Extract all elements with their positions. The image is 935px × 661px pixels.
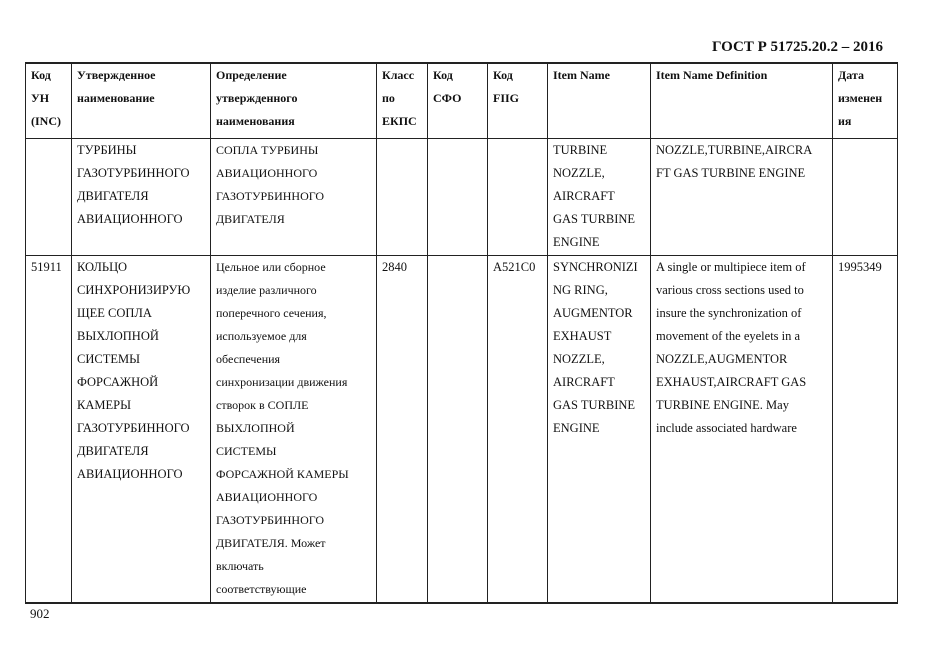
column-header-code-fiig: Код FIIG bbox=[488, 63, 548, 138]
column-header-item-name-definition: Item Name Definition bbox=[651, 63, 833, 138]
cell-approved-name: КОЛЬЦО СИНХРОНИЗИРУЮ ЩЕЕ СОПЛА ВЫХЛОПНОЙ СИСТЕМЫ ФОРСАЖНОЙ КАМЕРЫ ГАЗОТУРБИННОГО ДВИГАТЕЛЯ АВИАЦИОННОГО bbox=[72, 255, 211, 603]
column-header-change-date: Дата изменен ия bbox=[833, 63, 898, 138]
cell-code-fiig bbox=[488, 138, 548, 255]
column-header-definition: Определение утвержденного наименования bbox=[211, 63, 377, 138]
table-row bbox=[26, 255, 898, 603]
cell-definition-ru: СОПЛА ТУРБИНЫ АВИАЦИОННОГО ГАЗОТУРБИННОГО ДВИГАТЕЛЯ bbox=[211, 138, 377, 255]
cell-approved-name: ТУРБИНЫ ГАЗОТУРБИННОГО ДВИГАТЕЛЯ АВИАЦИОННОГО bbox=[72, 138, 211, 255]
cell-code-sfo bbox=[428, 138, 488, 255]
column-header-inc: Код УН (INC) bbox=[26, 63, 72, 138]
cell-item-name-definition: A single or multipiece item of various cross sections used to insure the synchronization of movement of the eyelets in a NOZZLE,AUGMENTOR EXHAUST,AIRCRAFT GAS TURBINE ENGINE. May include associated hardware bbox=[651, 255, 833, 603]
cell-item-name: SYNCHRONIZI NG RING, AUGMENTOR EXHAUST NOZZLE, AIRCRAFT GAS TURBINE ENGINE bbox=[548, 255, 651, 603]
cell-inc bbox=[26, 138, 72, 255]
column-header-approved-name: Утвержденное наименование bbox=[72, 63, 211, 138]
column-header-class-ekps: Класс по ЕКПС bbox=[377, 63, 428, 138]
cell-item-name: TURBINE NOZZLE, AIRCRAFT GAS TURBINE ENGINE bbox=[548, 138, 651, 255]
column-header-code-sfo: Код СФО bbox=[428, 63, 488, 138]
cell-change-date: 1995349 bbox=[833, 255, 898, 603]
cell-item-name-definition: NOZZLE,TURBINE,AIRCRA FT GAS TURBINE ENGINE bbox=[651, 138, 833, 255]
cell-change-date bbox=[833, 138, 898, 255]
cell-code-fiig: A521C0 bbox=[488, 255, 548, 603]
page-number: 902 bbox=[30, 606, 50, 621]
table-row bbox=[26, 138, 898, 255]
column-header-item-name: Item Name bbox=[548, 63, 651, 138]
cell-definition-ru: Цельное или сборное изделие различного поперечного сечения, используемое для обеспечения синхронизации движения створок в СОПЛЕ ВЫХЛОПНОЙ СИСТЕМЫ ФОРСАЖНОЙ КАМЕРЫ АВИАЦИОННОГО ГАЗОТУРБИННОГО ДВИГАТЕЛЯ. Может включать соответствующие bbox=[211, 255, 377, 603]
cell-code-sfo bbox=[428, 255, 488, 603]
table-header-row bbox=[26, 63, 898, 138]
cell-class-ekps: 2840 bbox=[377, 255, 428, 603]
document-code-header: ГОСТ Р 51725.20.2 – 2016 bbox=[712, 39, 884, 55]
cell-class-ekps bbox=[377, 138, 428, 255]
catalog-table bbox=[25, 62, 898, 604]
cell-inc: 51911 bbox=[26, 255, 72, 603]
